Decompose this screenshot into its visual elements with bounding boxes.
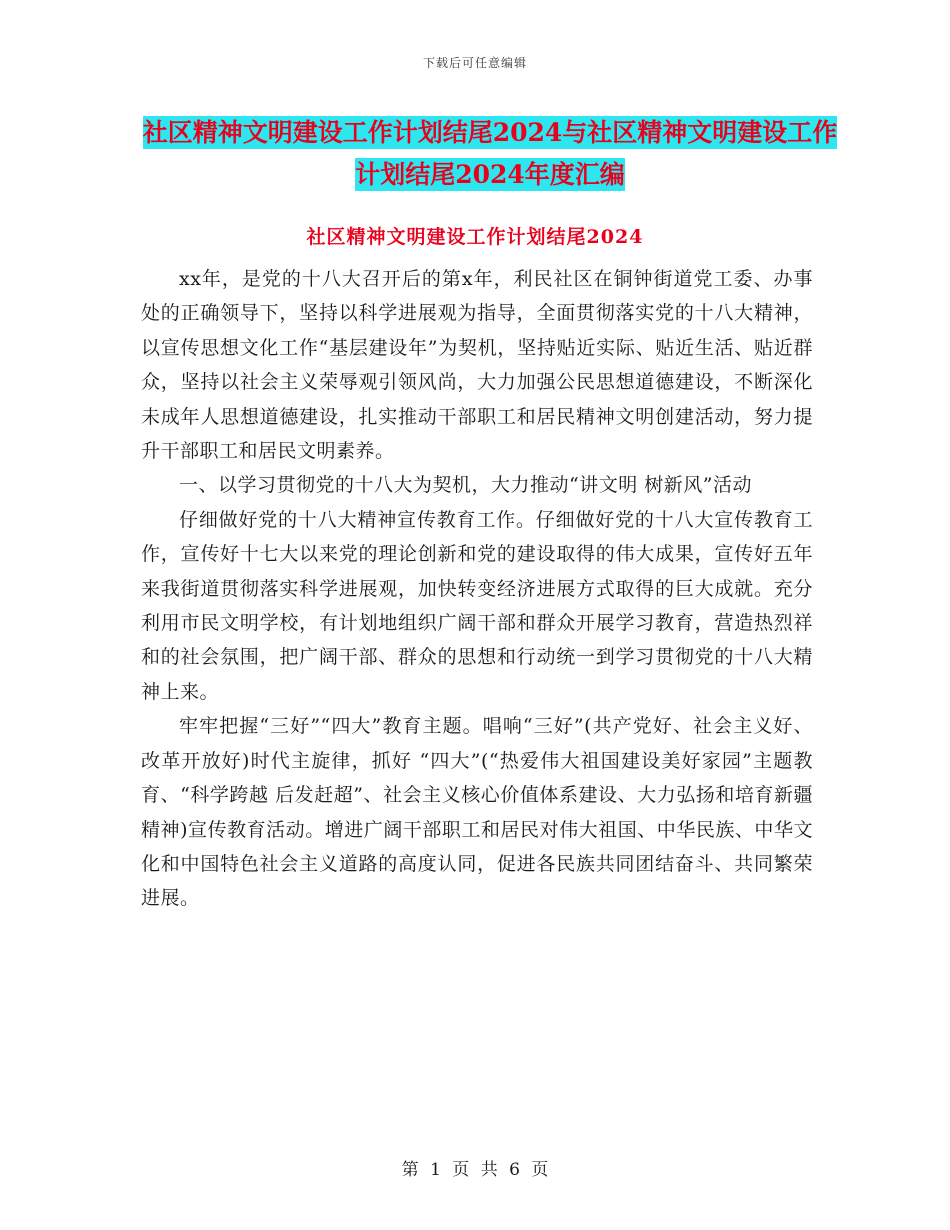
page-footer: 第 1 页 共 6 页 <box>401 1160 549 1180</box>
paragraph-intro: xx年，是党的十八大召开后的第x年，利民社区在铜钟街道党工委、办事处的正确领导下，坚持以科学进展观为指导，全面贯彻落实党的十八大精神，以宣传思想文化工作“基层建设年”为契机，坚持贴近实际、贴近生活、贴近群众，坚持以社会主义荣辱观引领风尚，大力加强公民思想道德建设，不断深化未成年人思想道德建设，扎实推动干部职工和居民精神文明创建活动，努力提升干部职工和居民文明素养。 <box>141 268 813 463</box>
paragraph-propaganda: 仔细做好党的十八大精神宣传教育工作。仔细做好党的十八大宣传教育工作，宣传好十七大以来党的理论创新和党的建设取得的伟大成果，宣传好五年来我街道贯彻落实科学进展观，加快转变经济进展方式取得的巨大成就。充分利用市民文明学校，有计划地组织广阔干部和群众开展学习教育，营造热烈祥和的社会氛围，把广阔干部、群众的思想和行动统一到学习贯彻党的十八大精神上来。 <box>141 508 813 703</box>
header-note: 下载后可任意编辑 <box>422 56 527 70</box>
body-text <box>141 262 813 916</box>
paragraph-themes: 牢牢把握“三好”“四大”教育主题。唱响“三好”(共产党好、社会主义好、改革开放好)时代主旋律，抓好 “四大”(“热爱伟大祖国建设美好家园”主题教育、“科学跨越 后发赶超”、社会主义核心价值体系建设、大力弘扬和培育新疆精神)宣传教育活动。增进广阔干部职工和居民对伟大祖国、中华民族、中华文化和中国特色社会主义道路的高度认同，促进各民族共同团结奋斗、共同繁荣进展。 <box>141 715 813 910</box>
document-title <box>140 112 840 196</box>
document-title-text: 社区精神文明建设工作计划结尾2024与社区精神文明建设工作计划结尾2024年度汇编 <box>142 118 838 189</box>
section-title: 社区精神文明建设工作计划结尾2024 <box>306 226 644 248</box>
paragraph-heading-one: 一、以学习贯彻党的十八大为契机，大力推动“讲文明 树新风”活动 <box>179 474 752 497</box>
